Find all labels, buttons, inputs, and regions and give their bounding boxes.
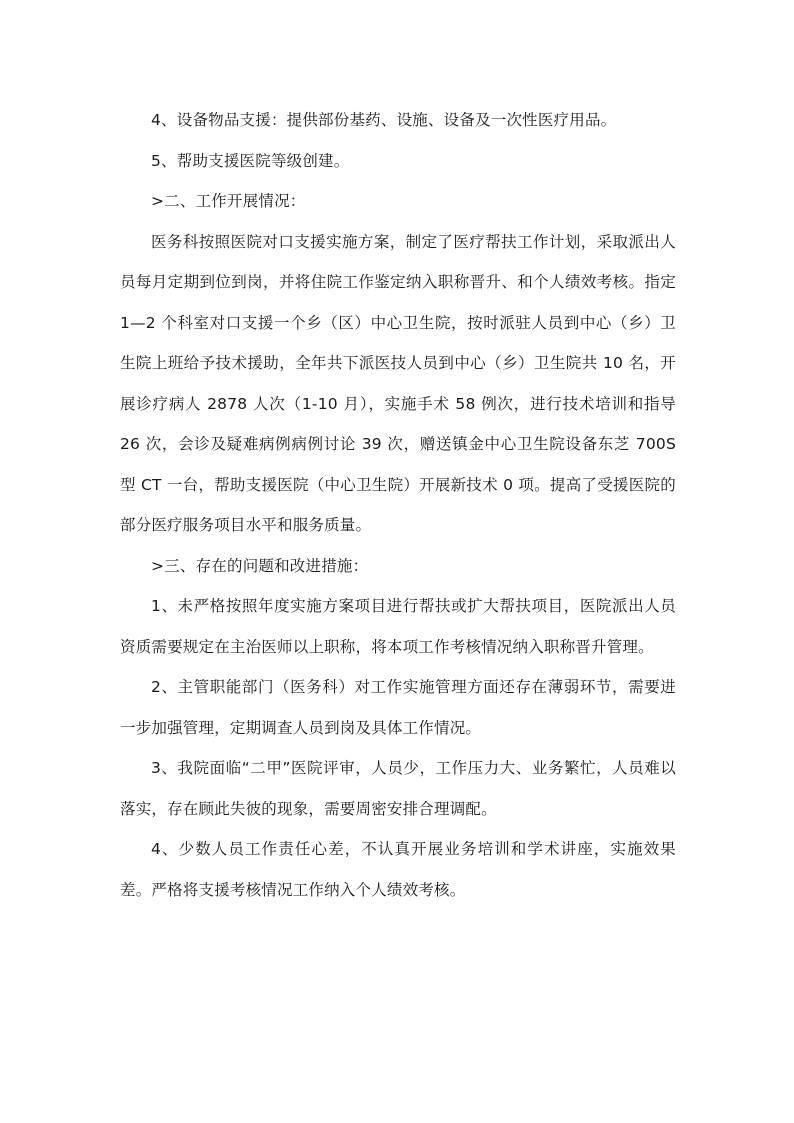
paragraph-problem-1: 1、未严格按照年度实施方案项目进行帮扶或扩大帮扶项目，医院派出人员资质需要规定在主治医师以上职称，将本项工作考核情况纳入职称晋升管理。: [120, 597, 676, 656]
paragraph-problem-3: 3、我院面临“二甲”医院评审，人员少，工作压力大、业务繁忙，人员难以落实，存在顾此失彼的现象，需要周密安排合理调配。: [120, 759, 676, 818]
paragraph-grade-creation: 5、帮助支援医院等级创建。: [151, 151, 350, 170]
section-heading-work-progress: >二、工作开展情况：: [151, 192, 306, 210]
paragraph-work-progress: 医务科按照医院对口支援实施方案，制定了医疗帮扶工作计划，采取派出人员每月定期到位到岗，并将住院工作鉴定纳入职称晋升、和个人绩效考核。指定 1—2 个科室对口支援一个乡（区）中心卫生院，按时派驻人员到中心（乡）卫生院上班给予技术援助，全年共下派医技人员到中心（乡）卫生院共 10 名，开展诊疗病人 2878 人次（1-10 月），实施手术 58 例次，进行技术培训和指导 26 次，会诊及疑难病例病例讨论 39 次，赠送镇金中心卫生院设备东芝 700S 型 CT 一台，帮助支援医院（中心卫生院）开展新技术 0 项。提高了受援医院的部分医疗服务项目水平和服务质量。: [120, 232, 676, 534]
paragraph-equipment-support: 4、设备物品支援：提供部份基药、设施、设备及一次性医疗用品。: [151, 111, 617, 129]
document-body: [120, 100, 676, 910]
paragraph-problem-2: 2、主管职能部门（医务科）对工作实施管理方面还存在薄弱环节，需要进一步加强管理，定期调查人员到岗及具体工作情况。: [120, 678, 676, 737]
section-heading-problems: >三、存在的问题和改进措施：: [151, 556, 369, 575]
paragraph-problem-4: 4、少数人员工作责任心差，不认真开展业务培训和学术讲座，实施效果差。严格将支援考核情况工作纳入个人绩效考核。: [120, 840, 676, 899]
